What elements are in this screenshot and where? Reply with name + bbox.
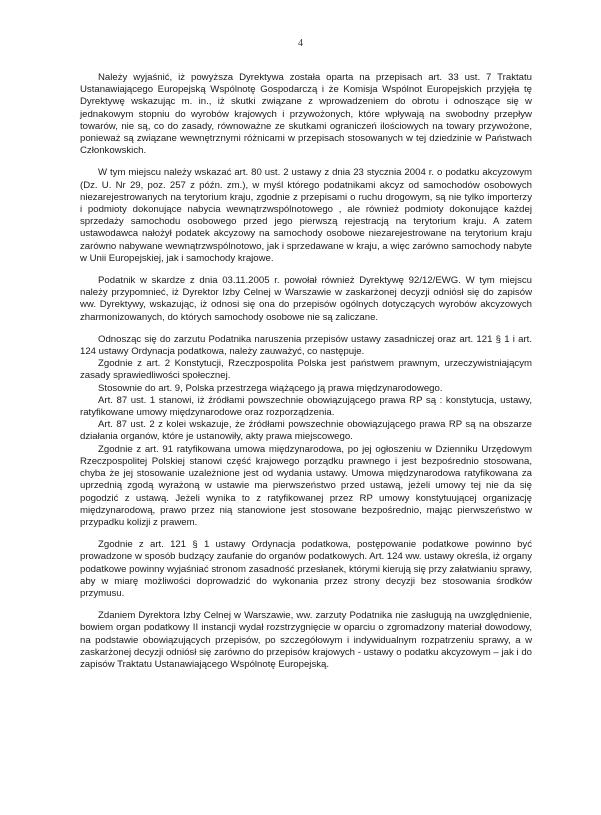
page-number: 4 <box>298 38 303 49</box>
paragraph-art-87-2: Art. 87 ust. 2 z kolei wskazuje, że źródłami powszechnie obowiązującego prawa RP są na obszarze działania organów, które je ustanowiły, akty prawa miejscowego. <box>80 419 532 443</box>
paragraph-directive-basis: Należy wyjaśnić, iż powyższa Dyrektywa została oparta na przepisach art. 33 ust. 7 Traktatu Ustanawiającego Europejską Wspólnotę Gospodarczą i że Komisja Wspólnot Europejskich przyjęła tę Dyrektywę wskazując m. in., iż skutki związane z wprowadzeniem do obrotu i odnoszące się w jednakowym stopniu do wyrobów krajowych i przywożonych, które wpływają na swobodny przepływ towarów, nie są, co do zasady, równoważne ze skutkami ograniczeń ilościowych na towary przywożone, ponieważ są związane wewnętrznymi różnicami w przepisach stosowanych w tej dziedzinie w Państwach Członkowskich. <box>80 72 532 157</box>
paragraph-director-opinion: Zdaniem Dyrektora Izby Celnej w Warszawie, ww. zarzuty Podatnika nie zasługują na uwzględnienie, bowiem organ podatkowy II instancji wydał rozstrzygnięcie w oparciu o zgromadzony materiał dowodowy, na podstawie obowiązujących przepisów, po szczegółowym i indywidualnym rozpatrzeniu sprawy, a w zaskarżonej decyzji odniósł się zarówno do przepisów krajowych - ustawy o podatku akcyzowym – jak i do zapisów Traktatu Ustanawiającego Wspólnotę Europejską. <box>80 610 532 670</box>
paragraph-art-91: Zgodnie z art. 91 ratyfikowana umowa międzynarodowa, po jej ogłoszeniu w Dzienniku Urzędowym Rzeczpospolitej Polskiej stanowi część krajowego porządku prawnego i jest bezpośrednio stosowana, chyba że jej stosowanie uzależnione jest od wydania ustawy. Umowa międzynarodowa ratyfikowana za uprzednią zgodą wyrażoną w ustawie ma pierwszeństwo przed ustawą, jeżeli umowy tej nie da się pogodzić z ustawą. Jeżeli wynika to z ratyfikowanej przez RP umowy konstytuującej organizację międzynarodową, prawo przez nią stanowione jest stosowane bezpośrednio, mając pierwszeństwo w przypadku kolizji z prawem. <box>80 443 532 528</box>
paragraph-excise-act: W tym miejscu należy wskazać art. 80 ust. 2 ustawy z dnia 23 stycznia 2004 r. o podatku akcyzowym (Dz. U. Nr 29, poz. 257 z późn. zm.), w myśl którego podatnikami akcyz od samochodów osobowych niezarejestrowanych na terytorium kraju, zgodnie z przepisami o ruchu drogowym, są nie tylko importerzy i podmioty dokonujące nabycia wewnątrzwspólnotowego , ale również podmioty dokonujące każdej sprzedaży samochodu osobowego przed jego pierwszą rejestracją na terytorium kraju. A zatem ustawodawca nałożył podatek akcyzowy na samochody osobowe niezarejestrowane na terytorium kraju zarówno nabywane wewnątrzwspólnotowo, jak i sprzedawane w kraju, a więc zarówno samochody nabyte w Unii Europejskiej, jak i samochody krajowe. <box>80 167 532 264</box>
paragraph-constitution-intro: Odnosząc się do zarzutu Podatnika naruszenia przepisów ustawy zasadniczej oraz art. 121 § 1 i art. 124 ustawy Ordynacja podatkowa, należy zauważyć, co następuje. <box>80 333 532 358</box>
document-body <box>80 72 532 671</box>
paragraph-art-2: Zgodnie z art. 2 Konstytucji, Rzeczpospolita Polska jest państwem prawnym, urzeczywistniającym zasady sprawiedliwości społecznej. <box>80 358 532 382</box>
paragraph-art-9: Stosownie do art. 9, Polska przestrzega wiążącego ją prawa międzynarodowego. <box>98 382 443 394</box>
paragraph-complaint-directive: Podatnik w skardze z dnia 03.11.2005 r. powołał również Dyrektywę 92/12/EWG. W tym miejscu należy przypomnieć, iż Dyrektor Izby Celnej w Warszawie w zaskarżonej decyzji odniósł się do zapisów ww. Dyrektywy, wskazując, iż odnosi się ona do przepisów ogólnych dotyczących wyrobów akcyzowych zharmonizowanych, do których samochody osobowe nie są zaliczane. <box>80 275 532 323</box>
paragraph-art-121-124: Zgodnie z art. 121 § 1 ustawy Ordynacja podatkowa, postępowanie podatkowe powinno być prowadzone w sposób budzący zaufanie do organów podatkowych. Art. 124 ww. ustawy określa, iż organy podatkowe powinny wyjaśniać stronom zasadność przesłanek, którymi kierują się przy załatwianiu sprawy, aby w miarę możliwości doprowadzić do wykonania przez strony decyzji bez stosowania środków przymusu. <box>80 539 532 599</box>
paragraph-art-87-1: Art. 87 ust. 1 stanowi, iż źródłami powszechnie obowiązującego prawa RP są : konstytucja, ustawy, ratyfikowane umowy międzynarodowe oraz rozporządzenia. <box>80 394 532 419</box>
